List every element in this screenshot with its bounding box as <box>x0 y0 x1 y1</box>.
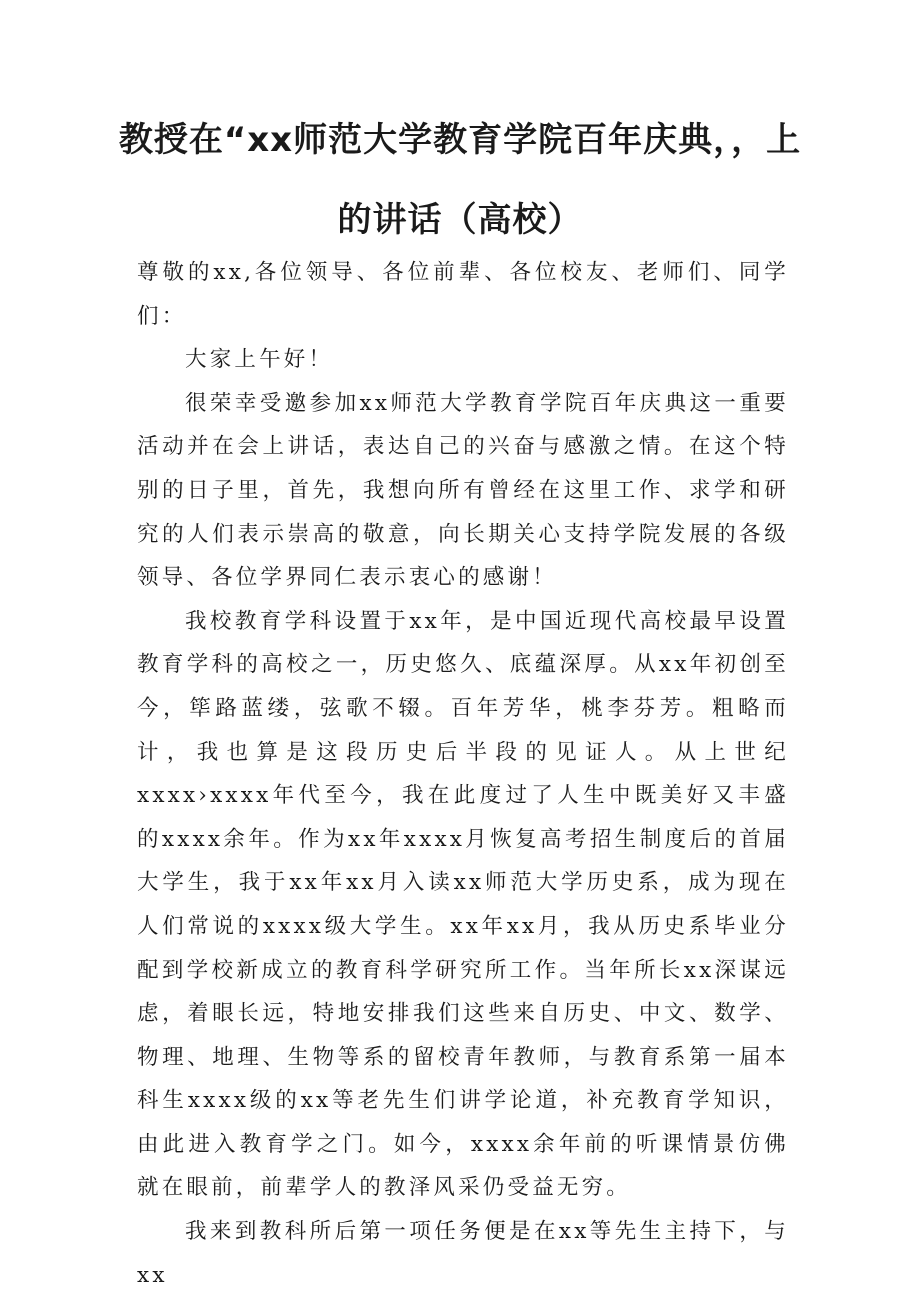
paragraph: 我校教育学科设置于xx年，是中国近现代高校最早设置教育学科的高校之一，历史悠久、底蕴深厚。从xx年初创至今，筚路蓝缕，弦歌不辍。百年芳华，桃李芬芳。粗略而计，我也算是这段历史后半段的见证人。从上世纪xxxx›xxxx年代至今，我在此度过了人生中既美好又丰盛的xxxx余年。作为xx年xxxx月恢复高考招生制度后的首届大学生，我于xx年xx月入读xx师范大学历史系，成为现在人们常说的xxxx级大学生。xx年xx月，我从历史系毕业分配到学校新成立的教育科学研究所工作。当年所长xx深谋远虑，着眼长远，特地安排我们这些来自历史、中文、数学、物理、地理、生物等系的留校青年教师，与教育系第一届本科生xxxx级的xx等老先生们讲学论道，补充教育学知识，由此进入教育学之门。如今，xxxx余年前的听课情景仿佛就在眼前，前辈学人的教泽风采仍受益无穷。 <box>137 608 789 1201</box>
salutation: 尊敬的xx,各位领导、各位前辈、各位校友、老师们、同学们： <box>137 260 789 329</box>
greeting: 大家上午好！ <box>185 347 334 373</box>
document-title-line-1: 教授在“xx师范大学教育学院百年庆典，，上 <box>118 120 802 160</box>
paragraph: 很荣幸受邀参加xx师范大学教育学院百年庆典这一重要活动并在会上讲话，表达自己的兴奋与感激之情。在这个特别的日子里，首先，我想向所有曾经在这里工作、求学和研究的人们表示崇高的敬意，向长期关心支持学院发展的各级领导、各位学界同仁表示衷心的感谢！ <box>137 390 789 591</box>
document-body <box>137 251 789 1297</box>
document-title-line-2: 的讲话（高校） <box>337 200 583 240</box>
paragraph: 我来到教科所后第一项任务便是在xx等先生主持下，与xx <box>137 1219 789 1288</box>
